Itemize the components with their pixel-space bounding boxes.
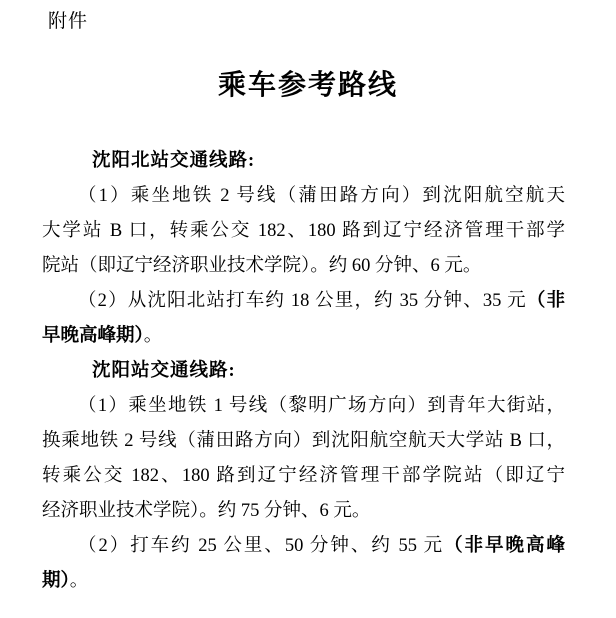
page-title: 乘车参考路线 [217, 70, 398, 101]
document-line [42, 494, 565, 529]
document-line [42, 249, 565, 284]
document-line [42, 459, 565, 494]
section-heading [42, 354, 565, 389]
text-segment: 沈阳站交通线路: [92, 361, 236, 381]
document-line [42, 529, 565, 564]
text-segment: 换乘地铁 2 号线（蒲田路方向）到沈阳航空航天大学站 B 口， [42, 431, 565, 451]
document-line [42, 424, 565, 459]
text-segment: （非 [526, 291, 565, 311]
document-line [42, 284, 565, 319]
text-segment: 大学站 B 口，转乘公交 182、180 路到辽宁经济管理干部学 [42, 221, 565, 241]
text-segment: （2）从沈阳北站打车约 18 公里，约 35 分钟、35 元 [78, 291, 527, 311]
text-segment: （2）打车约 25 公里、50 分钟、约 55 元 [78, 536, 445, 556]
text-segment: （非早晚高峰 [444, 536, 565, 556]
text-segment: 沈阳北站交通线路: [92, 151, 256, 171]
text-segment: 期） [42, 571, 70, 591]
text-segment: （1）乘坐地铁 2 号线（蒲田路方向）到沈阳航空航天 [78, 186, 565, 206]
document-line [42, 389, 565, 424]
document-line [42, 179, 565, 214]
text-segment: 早晚高峰期） [42, 326, 144, 346]
text-segment: 经济职业技术学院）。约 75 分钟、6 元。 [42, 501, 371, 521]
text-segment: 。 [69, 571, 89, 591]
text-segment: 院站（即辽宁经济职业技术学院）。约 60 分钟、6 元。 [42, 256, 482, 276]
text-segment: （1）乘坐地铁 1 号线（黎明广场方向）到青年大街站， [78, 396, 565, 416]
text-segment: 。 [143, 326, 163, 346]
document-line [42, 564, 565, 599]
text-segment: 转乘公交 182、180 路到辽宁经济管理干部学院站（即辽宁 [42, 466, 565, 486]
attachment-label: 附件 [48, 11, 89, 32]
document-body [42, 144, 565, 599]
document-line [42, 319, 565, 354]
section-heading [42, 144, 565, 179]
document-line [42, 214, 565, 249]
